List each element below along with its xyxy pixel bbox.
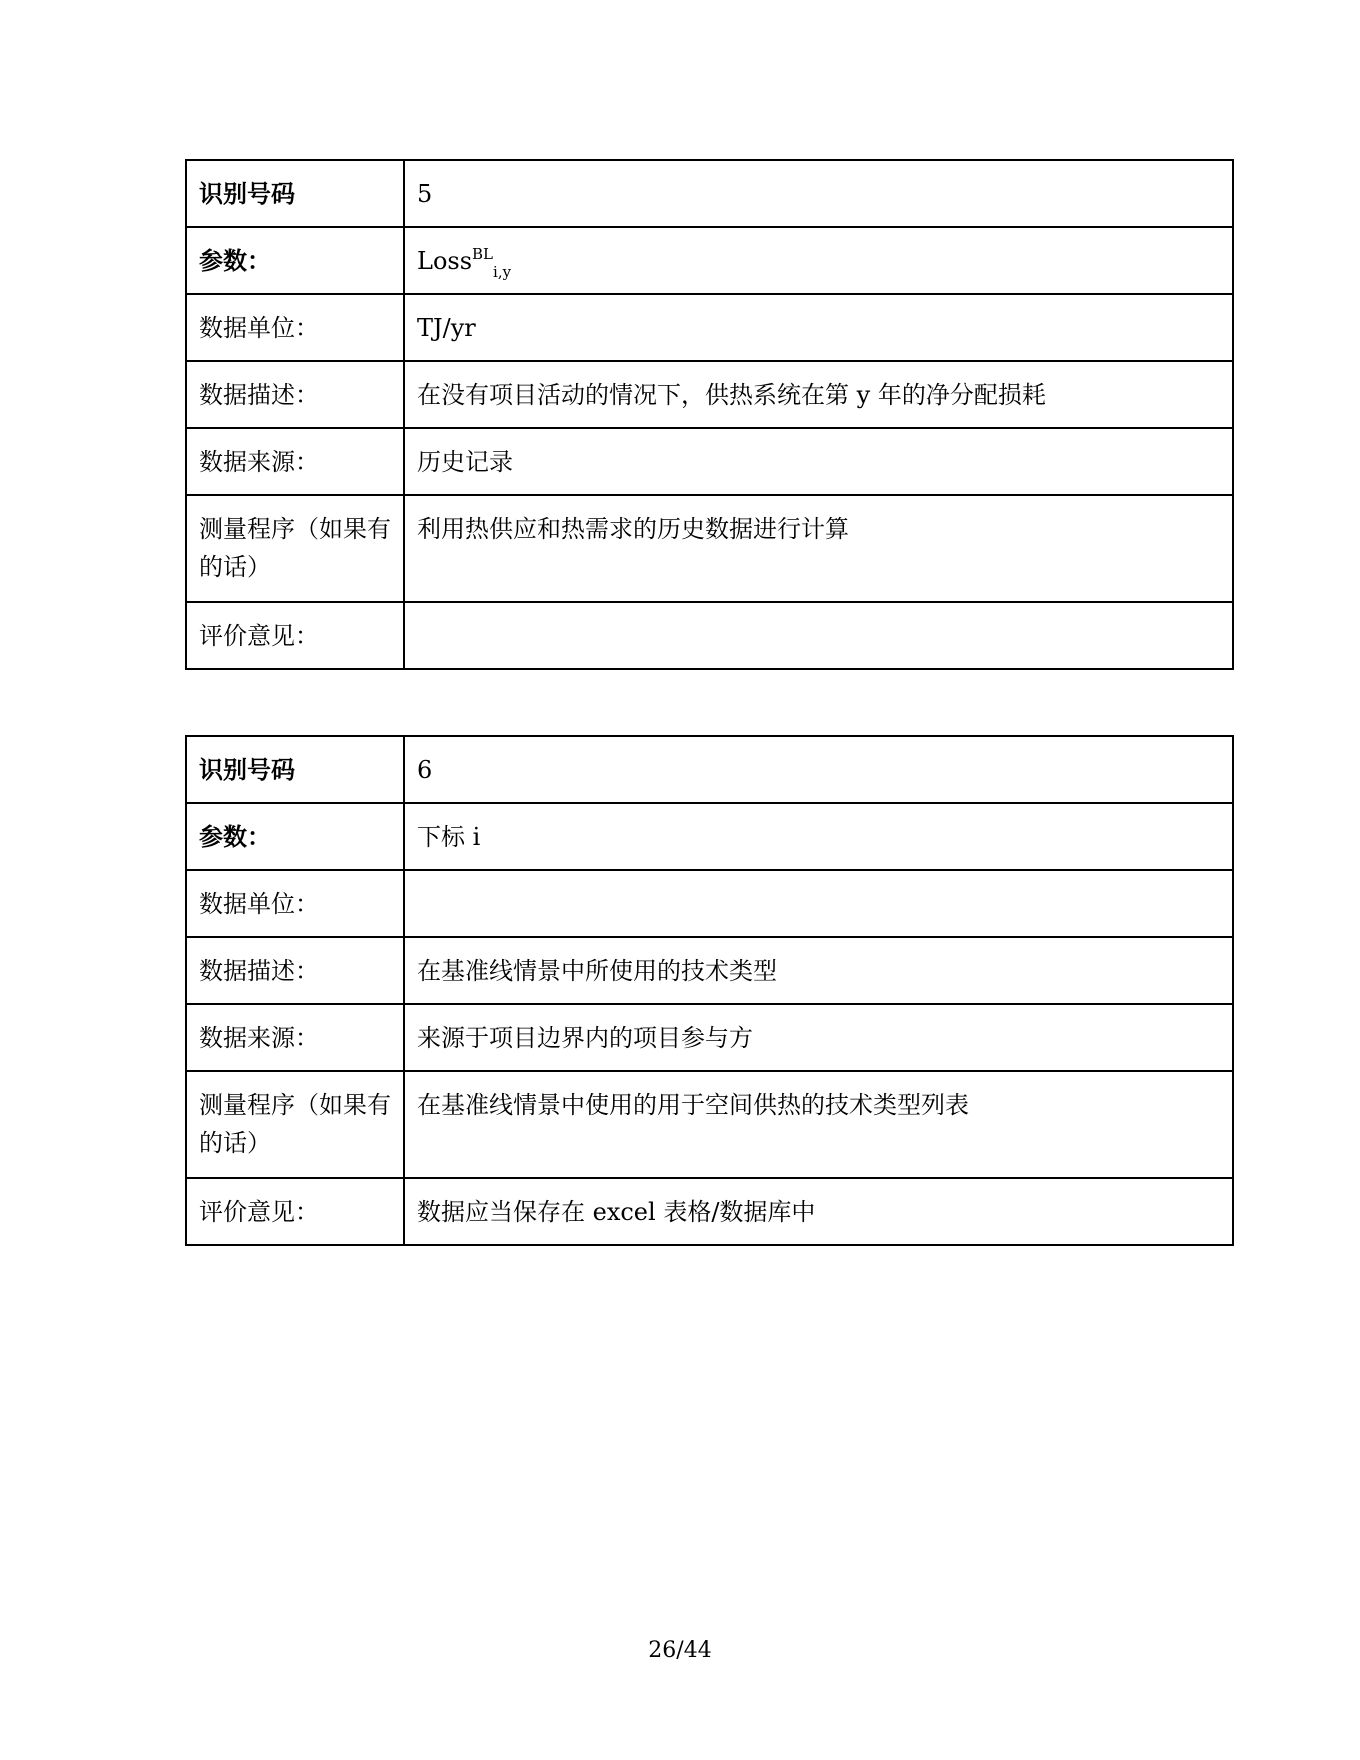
row-label-comment: 评价意见： xyxy=(186,602,404,669)
row-value-id: 6 xyxy=(404,736,1233,803)
table-row xyxy=(186,1178,1233,1245)
table-row xyxy=(186,736,1233,803)
row-label-parameter: 参数： xyxy=(186,227,404,294)
row-value-comment: 数据应当保存在 excel 表格/数据库中 xyxy=(404,1178,1233,1245)
table-row xyxy=(186,361,1233,428)
row-label-procedure: 测量程序（如果有的话） xyxy=(186,495,404,602)
row-value-unit xyxy=(404,870,1233,937)
row-value-unit: TJ/yr xyxy=(404,294,1233,361)
row-value-parameter xyxy=(404,227,1233,294)
row-label-description: 数据描述： xyxy=(186,937,404,1004)
parameter-superscript: BL xyxy=(472,244,494,263)
row-value-id: 5 xyxy=(404,160,1233,227)
row-value-procedure: 利用热供应和热需求的历史数据进行计算 xyxy=(404,495,1233,602)
row-label-unit: 数据单位： xyxy=(186,294,404,361)
table-row xyxy=(186,1004,1233,1071)
row-value-description: 在基准线情景中所使用的技术类型 xyxy=(404,937,1233,1004)
row-label-parameter: 参数： xyxy=(186,803,404,870)
table-row xyxy=(186,1071,1233,1178)
row-value-description: 在没有项目活动的情况下，供热系统在第 y 年的净分配损耗 xyxy=(404,361,1233,428)
row-label-source: 数据来源： xyxy=(186,428,404,495)
row-value-procedure: 在基准线情景中使用的用于空间供热的技术类型列表 xyxy=(404,1071,1233,1178)
table-row xyxy=(186,227,1233,294)
table-row xyxy=(186,495,1233,602)
parameter-base: Loss xyxy=(417,246,473,275)
parameter-subscript: i,y xyxy=(493,262,512,281)
row-label-id: 识别号码 xyxy=(186,160,404,227)
row-label-procedure: 测量程序（如果有的话） xyxy=(186,1071,404,1178)
table-row xyxy=(186,803,1233,870)
parameter-table-6 xyxy=(185,735,1234,1246)
parameter-table-5 xyxy=(185,159,1234,670)
row-value-parameter: 下标 i xyxy=(404,803,1233,870)
row-label-description: 数据描述： xyxy=(186,361,404,428)
table-row xyxy=(186,937,1233,1004)
row-label-id: 识别号码 xyxy=(186,736,404,803)
row-label-comment: 评价意见： xyxy=(186,1178,404,1245)
row-value-source: 历史记录 xyxy=(404,428,1233,495)
table-row xyxy=(186,160,1233,227)
page-number: 26/44 xyxy=(648,1638,712,1663)
table-row xyxy=(186,294,1233,361)
row-value-comment xyxy=(404,602,1233,669)
table-row xyxy=(186,870,1233,937)
row-label-unit: 数据单位： xyxy=(186,870,404,937)
row-label-source: 数据来源： xyxy=(186,1004,404,1071)
row-value-source: 来源于项目边界内的项目参与方 xyxy=(404,1004,1233,1071)
table-row xyxy=(186,428,1233,495)
table-row xyxy=(186,602,1233,669)
